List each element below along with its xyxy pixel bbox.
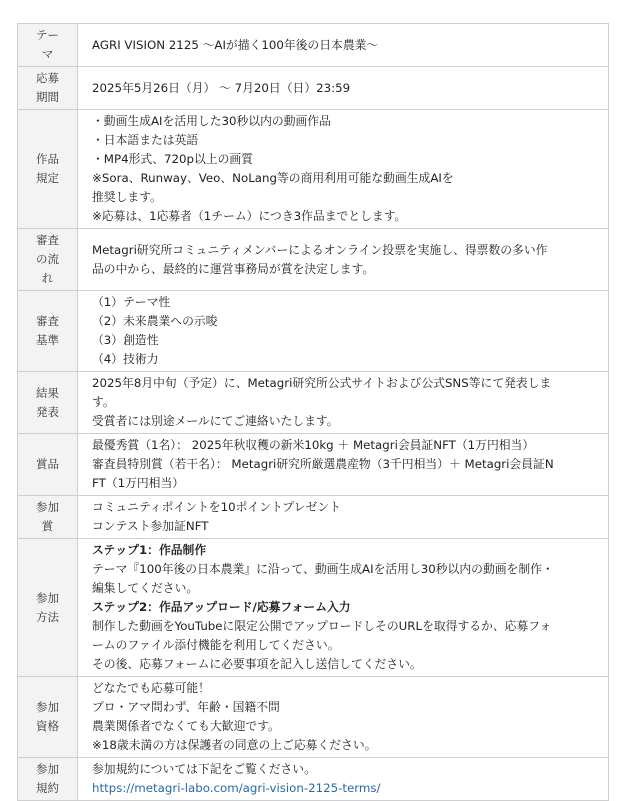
header-results [18,372,78,434]
header-line: 参加 [36,590,59,605]
text-line: （4）技術力 [92,352,159,366]
header-eligibility [18,677,78,758]
content-results [78,372,609,434]
row-rules [18,110,609,229]
header-line: 作品 [36,152,59,166]
text-line: 品の中から、最終的に運営事務局が賞を決定します。 [92,261,375,276]
header-line: 基準 [36,333,59,347]
text-line: （3）創造性 [92,333,159,347]
terms-link[interactable]: https://metagri-labo.com/agri-vision-2125-terms/ [92,781,381,795]
text-line: 最優秀賞（1名）： 2025年秋収穫の新米10kg ＋ Metagri会員証NFT（1万円相当） [92,438,535,452]
text-line: ・動画生成AIを活用した30秒以内の動画作品 [92,114,331,128]
header-line: 資格 [36,719,59,733]
header-line: 参加 [36,762,59,776]
header-line: 応募 [36,71,59,85]
header-line: 参加 [36,500,59,514]
text-line: 推奨します。 [92,190,162,204]
header-line: 期間 [36,90,59,104]
content-participation-prize [78,496,609,539]
text-line: ・日本語または英語 [92,133,199,147]
header-line: テー [36,28,59,42]
contest-info-table [17,23,609,801]
text-line: コミュニティポイントを10ポイントプレゼント [92,500,341,514]
header-line: の流 [36,252,59,266]
header-criteria [18,291,78,372]
text-line: 2025年5月26日（月） 〜 7月20日（日）23:59 [92,80,351,95]
text-line: ※応募は、1応募者（1チーム）につき3作品までとします。 [92,209,407,223]
header-line: 規定 [36,171,59,185]
text-line: 2025年8月中旬（予定）に、Metagri研究所公式サイトおよび公式SNS等にて発表しま [92,376,552,390]
header-judging-flow [18,229,78,291]
content-eligibility [78,677,609,758]
content-theme [78,24,609,67]
header-terms [18,758,78,801]
text-line: ームのファイル添付機能を利用してください。 [92,638,340,652]
row-criteria [18,291,609,372]
text-line: 農業関係者でなくても大歓迎です。 [92,719,280,733]
content-prizes [78,434,609,496]
step1-title: ステップ1：作品制作 [92,543,207,557]
header-line: マ [41,47,54,61]
text-line: ※Sora、Runway、Veo、NoLang等の商用利用可能な動画生成AIを [92,171,454,185]
row-terms [18,758,609,801]
header-line: 参加 [36,700,59,714]
row-participation-prize [18,496,609,539]
text-line: （1）テーマ性 [92,295,171,309]
header-line: 賞 [41,519,54,533]
text-line: FT（1万円相当） [92,476,185,490]
text-line: 受賞者には別途メールにてご連絡いたします。 [92,414,339,428]
text-line: どなたでも応募可能！ [92,681,210,695]
row-results [18,372,609,434]
header-rules [18,110,78,229]
header-line: 結果 [36,385,59,400]
content-terms [78,758,609,801]
header-line: 規約 [36,781,59,795]
text-line: （2）未来農業への示唆 [92,314,218,328]
content-judging-flow [78,229,609,291]
row-period [18,67,609,110]
row-judging-flow [18,229,609,291]
header-period [18,67,78,110]
text-line: プロ・アマ問わず、年齢・国籍不問 [92,700,280,714]
content-period [78,67,609,110]
header-line: 賞品 [36,457,59,471]
header-line: れ [41,271,54,285]
header-line: 審査 [36,314,59,328]
content-criteria [78,291,609,372]
text-line: Metagri研究所コミュニティメンバーによるオンライン投票を実施し、得票数の多い作 [92,242,548,257]
header-line: 方法 [36,609,59,624]
text-line: その後、応募フォームに必要事項を記入し送信してください。 [92,657,422,671]
header-line: 審査 [36,233,59,247]
row-theme [18,24,609,67]
text-line: AGRI VISION 2125 〜AIが描く100年後の日本農業〜 [92,37,379,52]
header-prizes [18,434,78,496]
text-line: コンテスト参加証NFT [92,519,209,533]
text-line: 審査員特別賞（若干名）： Metagri研究所厳選農産物（3千円相当）＋ Metagri会員証N [92,457,554,471]
row-eligibility [18,677,609,758]
text-line: ※18歳未満の方は保護者の同意の上ご応募ください。 [92,738,377,752]
text-line: ・MP4形式、720p以上の画質 [92,152,253,166]
row-how-to-enter [18,539,609,677]
contest-info-table-wrapper [17,23,609,801]
header-how-to-enter [18,539,78,677]
text-line: テーマ『100年後の日本農業』に沿って、動画生成AIを活用し30秒以内の動画を制作・ [92,562,554,576]
text-line: 参加規約については下記をご覧ください。 [92,762,316,776]
header-line: 発表 [36,404,59,419]
step2-title: ステップ2：作品アップロード/応募フォーム入力 [92,600,351,614]
text-line: 編集してください。 [92,581,199,595]
header-theme [18,24,78,67]
text-line: 制作した動画をYouTubeに限定公開でアップロードしそのURLを取得するか、応募フォ [92,619,552,633]
content-how-to-enter [78,539,609,677]
header-participation-prize [18,496,78,539]
text-line: す。 [92,395,115,409]
content-rules [78,110,609,229]
row-prizes [18,434,609,496]
